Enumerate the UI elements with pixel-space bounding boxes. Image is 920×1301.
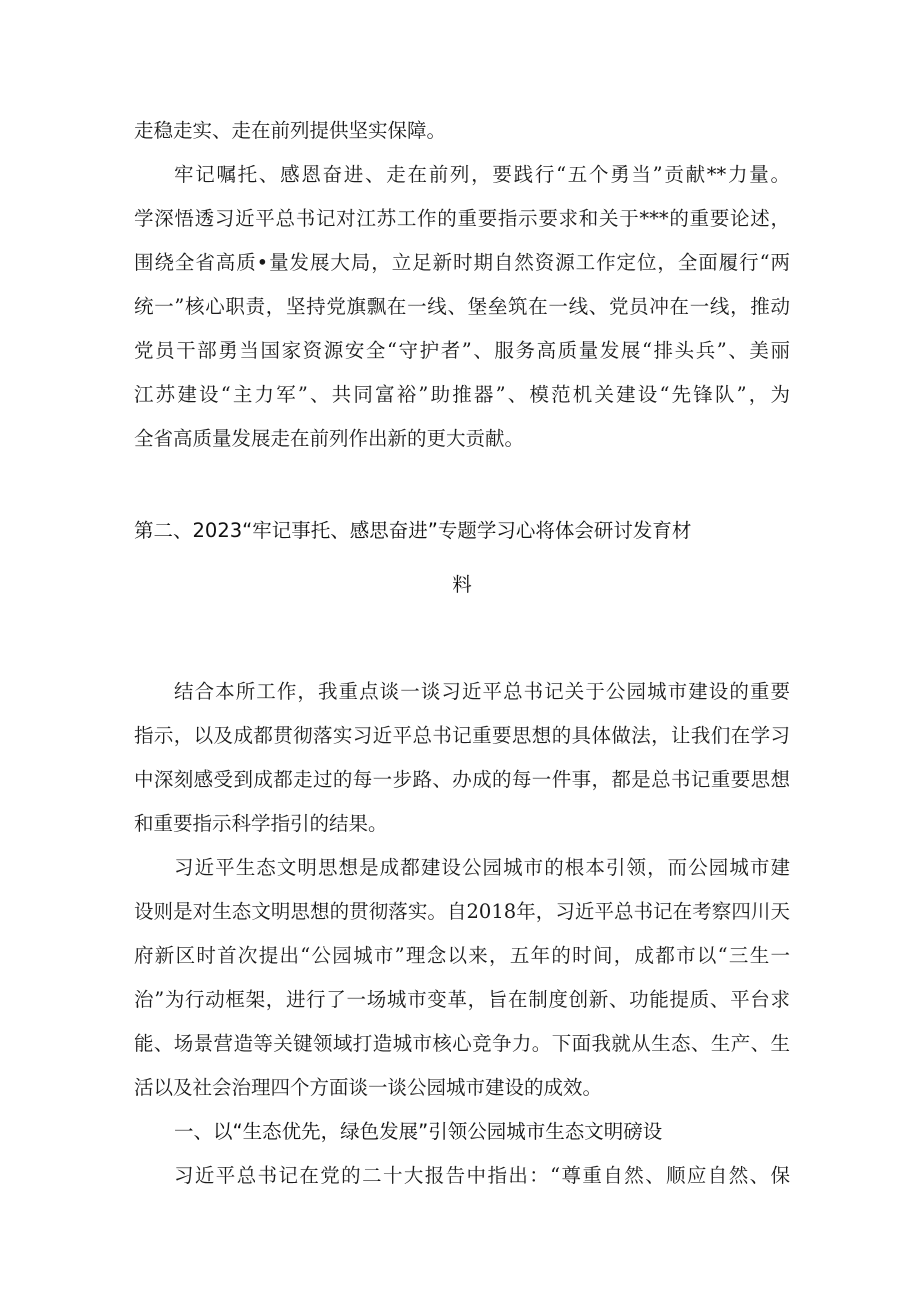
text-line: 统一”核心职责，坚持党旗飘在一线、堡垒筑在一线、党员冲在一线，推动 <box>134 295 790 318</box>
text-line: 活以及社会治理四个方面谈一谈公园城市建设的成效。 <box>134 1076 603 1099</box>
text-line: 江苏建设“主力军”、共同富裕”助推器”、模范机关建设“先锋队”，为 <box>134 383 790 406</box>
section-title: 第二、2023“牢记事托、感思奋进”专题学习心将体会研讨发育材 <box>134 519 692 542</box>
paragraph-first-line: 牢记嘱托、感恩奋进、走在前列，要践行“五个勇当”贡献**力量。 <box>174 163 790 186</box>
paragraph-first-line: 结合本所工作，我重点谈一谈习近平总书记关于公园城市建设的重要 <box>174 680 790 703</box>
text-line: 设则是对生态文明思想的贯彻落实。自2018年，习近平总书记在考察四川天 <box>134 900 790 923</box>
paragraph-first-line: 习近平生态文明思想是成都建设公园城市的根本引领，而公园城市建 <box>174 856 790 879</box>
text-line: 治”为行动框架，进行了一场城市变革，旨在制度创新、功能提质、平台求 <box>134 988 790 1011</box>
text-line: 指示，以及成都贯彻落实习近平总书记重要思想的具体做法，让我们在学习 <box>134 724 790 747</box>
paragraph-first-line: 习近平总书记在党的二十大报告中指出：“尊重自然、顺应自然、保 <box>174 1164 790 1187</box>
text-line: 能、场景营造等关键领域打造城市核心竞争力。下面我就从生态、生产、生 <box>134 1032 790 1055</box>
text-line: 学深悟透习近平总书记对江苏工作的重要指示要求和关于***的重要论述， <box>134 207 790 230</box>
text-line: 围绕全省高质•量发展大局，立足新时期自然资源工作定位，全面履行“两 <box>134 251 790 274</box>
section-title-continuation: 料 <box>452 573 472 596</box>
text-line: 全省高质量发展走在前列作出新的更大贡献。 <box>134 427 525 450</box>
text-line: 走稳走实、走在前列提供坚实保障。 <box>134 119 447 142</box>
subsection-title: 一、以“生态优先，绿色发展”引领公园城市生态文明磅设 <box>174 1120 663 1143</box>
text-line: 府新区时首次提出“公园城市”理念以来，五年的时间，成都市以“三生一 <box>134 944 790 967</box>
text-line: 中深刻感受到成都走过的每一步路、办成的每一件事，都是总书记重要思想 <box>134 768 790 791</box>
text-line: 和重要指示科学指引的结果。 <box>134 812 388 835</box>
text-line: 党员干部勇当国家资源安全“守护者”、服务高质量发展“排头兵”、美丽 <box>134 339 790 362</box>
